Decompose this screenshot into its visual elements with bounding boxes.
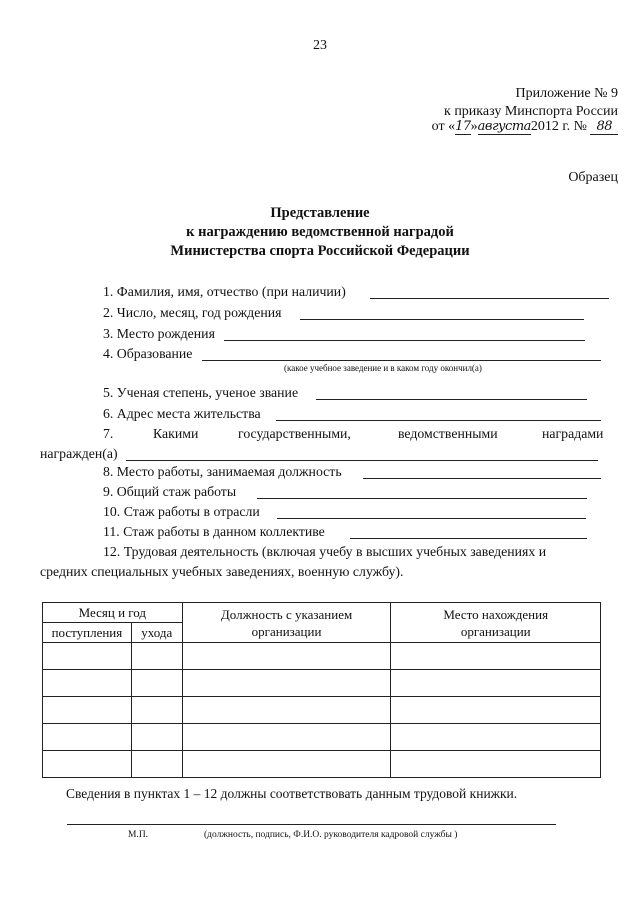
header-entry: поступления	[43, 623, 132, 643]
table-cell[interactable]	[43, 670, 132, 697]
order-date-line: от «17»августа2012 г. № 88	[432, 119, 618, 135]
table-cell[interactable]	[391, 697, 601, 724]
field-6-input[interactable]	[276, 420, 601, 421]
field-7-number: 7.	[103, 426, 114, 441]
field-2-label: 2. Число, месяц, год рождения	[103, 305, 282, 320]
page-number: 23	[313, 38, 327, 53]
header-position: Должность с указанием организации	[182, 603, 391, 643]
field-4-input[interactable]	[202, 360, 601, 361]
field-3-input[interactable]	[224, 340, 585, 341]
field-7-word1: Какими	[153, 426, 199, 441]
header-location: Место нахождения организации	[391, 603, 601, 643]
table-cell[interactable]	[182, 724, 391, 751]
order-month: августа	[477, 119, 531, 134]
field-1-input[interactable]	[370, 298, 609, 299]
table-row	[43, 670, 601, 697]
signature-hint: (должность, подпись, Ф.И.О. руководителя кадровой службы )	[204, 830, 458, 840]
header-month-year: Месяц и год	[43, 603, 183, 623]
field-4-hint: (какое учебное заведение и в каком году окончил(а)	[284, 363, 482, 373]
table-cell[interactable]	[43, 697, 132, 724]
appendix-label: Приложение № 9	[515, 86, 618, 101]
field-8-input[interactable]	[363, 478, 601, 479]
table-cell[interactable]	[131, 751, 182, 778]
doc-title-3: Министерства спорта Российской Федерации	[170, 243, 470, 259]
sample-label: Образец	[568, 170, 618, 185]
order-reference: к приказу Минспорта России	[444, 104, 618, 119]
order-day: 17	[455, 119, 471, 134]
table-cell[interactable]	[391, 751, 601, 778]
table-cell[interactable]	[131, 643, 182, 670]
stamp-label: М.П.	[128, 830, 149, 840]
table-cell[interactable]	[131, 724, 182, 751]
table-cell[interactable]	[182, 643, 391, 670]
field-8-label: 8. Место работы, занимаемая должность	[103, 464, 342, 479]
field-9-input[interactable]	[257, 498, 587, 499]
field-7-input[interactable]	[126, 460, 598, 461]
doc-title-1: Представление	[270, 205, 370, 221]
field-9-label: 9. Общий стаж работы	[103, 484, 237, 499]
order-year: 2012 г. №	[530, 119, 587, 134]
table-cell[interactable]	[43, 724, 132, 751]
field-7-word2: государственными,	[238, 426, 351, 441]
field-12-label-2: средних специальных учебных заведениях, военную службу).	[40, 564, 404, 579]
field-12-label-1: 12. Трудовая деятельность (включая учебу в высших учебных заведениях и	[103, 544, 547, 559]
table-cell[interactable]	[43, 751, 132, 778]
table-cell[interactable]	[43, 643, 132, 670]
table-row	[43, 751, 601, 778]
data-note: Сведения в пунктах 1 – 12 должны соответствовать данным трудовой книжки.	[66, 786, 518, 801]
doc-title-2: к награждению ведомственной наградой	[186, 224, 454, 240]
field-7-label-2: награжден(а)	[40, 446, 118, 461]
table-cell[interactable]	[391, 670, 601, 697]
table-row	[43, 643, 601, 670]
field-3-label: 3. Место рождения	[103, 326, 215, 341]
table-cell[interactable]	[391, 724, 601, 751]
field-7-word4: наградами	[542, 426, 604, 441]
table-cell[interactable]	[182, 751, 391, 778]
field-7-word3: ведомственными	[398, 426, 498, 441]
table-row	[43, 697, 601, 724]
table-cell[interactable]	[182, 697, 391, 724]
table-cell[interactable]	[182, 670, 391, 697]
header-exit: ухода	[131, 623, 182, 643]
table-cell[interactable]	[391, 643, 601, 670]
field-4-label: 4. Образование	[103, 346, 193, 361]
field-5-label: 5. Ученая степень, ученое звание	[103, 385, 299, 400]
table-cell[interactable]	[131, 697, 182, 724]
employment-table	[42, 602, 601, 778]
field-2-input[interactable]	[300, 319, 584, 320]
field-5-input[interactable]	[316, 399, 587, 400]
field-11-input[interactable]	[350, 538, 587, 539]
field-10-input[interactable]	[277, 518, 586, 519]
table-cell[interactable]	[131, 670, 182, 697]
order-number: 88	[590, 119, 618, 135]
signature-line[interactable]	[67, 824, 556, 825]
field-1-label: 1. Фамилия, имя, отчество (при наличии)	[103, 284, 346, 299]
field-6-label: 6. Адрес места жительства	[103, 406, 261, 421]
table-row	[43, 724, 601, 751]
field-10-label: 10. Стаж работы в отрасли	[103, 504, 260, 519]
field-11-label: 11. Стаж работы в данном коллективе	[103, 524, 325, 539]
